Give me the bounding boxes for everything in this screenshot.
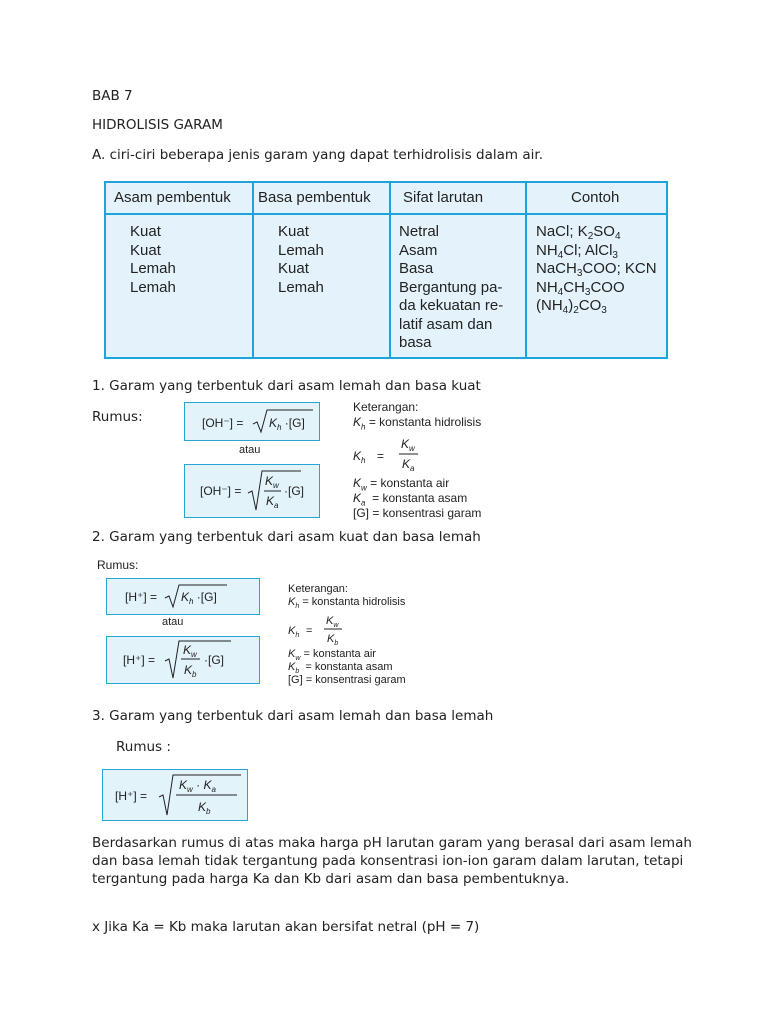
item1-heading: 1. Garam yang terbentuk dari asam lemah dan basa kuat [92, 378, 481, 394]
svg-text:Kw: $K_w$ [183, 643, 197, 659]
table-cell: $NH_4Cl$; AlCl$_3$ [536, 241, 618, 261]
svg-text:[H⁺] =: [H⁺] = [125, 590, 158, 604]
table-cell: $NH_4CH_3COO$ [536, 278, 625, 298]
item2-kh-fraction [286, 612, 356, 652]
svg-text:Ka: $K_a$ [402, 457, 415, 473]
table-cell: Kuat [130, 241, 161, 259]
svg-text:Kw: $K_w$ [265, 474, 279, 490]
svg-text:Kh ·[G]: $K_h \cdot[G]$ [181, 590, 217, 606]
formula-oh-kh [184, 402, 320, 441]
table-col-contoh [536, 223, 657, 316]
formula-h-kw-kb [106, 636, 260, 684]
table-col-asam [130, 223, 176, 297]
item2-ket-kw: $K_w$ = konstanta air [288, 648, 376, 663]
table-cell: NaCl; $K_2SO_4$ [536, 223, 621, 242]
table-col-divider [389, 183, 391, 357]
formula-oh-kw-ka [184, 464, 320, 518]
table-col-sifat [399, 223, 503, 353]
formula-h-kw-ka-kb [102, 769, 248, 821]
item1-rumus-label: Rumus: [92, 409, 143, 425]
page-title: HIDROLISIS GARAM [92, 117, 223, 133]
svg-text:Kw · Ka: $K_w \cdot K_a$ [179, 778, 216, 794]
svg-text:=: = [306, 625, 313, 637]
conclusion-paragraph: Berdasarkan rumus di atas maka harga pH larutan garam yang berasal dari asam lemah dan basa lemah tidak tergantung pada konsentrasi ion-ion garam dalam larutan, tetapi tergantung pada harga Ka dan Kb dari asam dan basa pembentuknya. [92, 835, 692, 887]
item3-rumus-label: Rumus : [116, 739, 171, 755]
svg-text:Kw: $K_w$ [326, 615, 339, 629]
svg-text:[H⁺] =: [H⁺] = [123, 653, 156, 667]
item1-kh-fraction [351, 434, 431, 478]
section-a-heading: A. ciri-ciri beberapa jenis garam yang dapat terhidrolisis dalam air. [92, 147, 543, 163]
table-col-divider [525, 183, 527, 357]
svg-text:Kb: $K_b$ [327, 633, 339, 647]
svg-text:·[G]: ·[G] [284, 484, 304, 498]
svg-text:·[G]: ·[G] [204, 653, 224, 667]
neutral-condition-note: x Jika Ka = Kb maka larutan akan bersifat netral (pH = 7) [92, 919, 480, 935]
item2-ket-g: [G] = konsentrasi garam [288, 674, 406, 686]
svg-text:Kb: $K_b$ [184, 663, 197, 679]
table-header-divider [106, 213, 666, 215]
table-cell: Kuat [278, 223, 309, 240]
chapter-label: BAB 7 [92, 88, 133, 104]
svg-text:Ka: $K_a$ [266, 494, 279, 510]
table-header-sifat: Sifat larutan [403, 189, 484, 206]
item1-keterangan-title: Keterangan: [353, 400, 419, 414]
table-cell: Lemah [130, 278, 176, 296]
item2-heading: 2. Garam yang terbentuk dari asam kuat dan basa lemah [92, 529, 481, 545]
item2-ket-kh: $K_h$ = konstanta hidrolisis [288, 596, 406, 611]
svg-text:[H⁺] =: [H⁺] = [115, 789, 148, 803]
salt-hydrolysis-table [104, 181, 668, 359]
formula-h-kh [106, 578, 260, 615]
svg-text:Kh ·[G]: $K_h \cdot[G]$ [269, 416, 305, 432]
item1-ket-ka: $K_a$ = konstanta asam [353, 491, 468, 508]
svg-text:Kh: $K_h$ [288, 625, 300, 639]
table-cell: Kuat [278, 260, 309, 277]
table-cell: Asam [399, 241, 438, 259]
svg-text:Kw: $K_w$ [401, 437, 415, 453]
table-cell: Lemah [278, 241, 324, 259]
table-header-contoh: Contoh [571, 189, 620, 206]
table-cell: da kekuatan re- [399, 297, 504, 314]
item2-atau: atau [162, 616, 184, 628]
table-cell: Netral [399, 223, 440, 240]
table-cell: Bergantung pa- [399, 278, 503, 296]
table-cell: Lemah [130, 260, 176, 277]
item1-atau: atau [239, 444, 261, 456]
svg-text:[OH⁻] =: [OH⁻] = [202, 416, 244, 430]
svg-text:Kb: $K_b$ [198, 800, 211, 816]
table-cell: NaCH$_3$COO; KCN [536, 260, 657, 279]
table-col-basa [278, 223, 324, 297]
table-cell: $(NH_4)_2CO_3$ [536, 297, 607, 316]
item1-ket-kh: $K_h$ = konstanta hidrolisis [353, 415, 482, 432]
item2-rumus-label: Rumus: [97, 558, 139, 572]
item3-heading: 3. Garam yang terbentuk dari asam lemah dan basa lemah [92, 708, 494, 724]
table-header-basa: Basa pembentuk [258, 189, 371, 206]
table-col-divider [252, 183, 254, 357]
table-cell: Kuat [130, 223, 161, 240]
table-cell: Lemah [278, 278, 324, 296]
item2-keterangan-title: Keterangan: [288, 583, 348, 595]
table-cell: Basa [399, 260, 434, 277]
table-cell: basa [399, 334, 432, 351]
table-header-asam: Asam pembentuk [114, 189, 231, 206]
table-cell: latif asam dan [399, 315, 493, 333]
item2-ket-kb: $K_b$ = konstanta asam [288, 661, 393, 676]
svg-text:Kh: $K_h$ [353, 449, 366, 465]
item1-ket-kw: $K_w$ = konstanta air [353, 476, 450, 493]
svg-text:=: = [377, 449, 385, 463]
item1-ket-g: [G] = konsentrasi garam [353, 506, 482, 520]
svg-text:[OH⁻] =: [OH⁻] = [200, 484, 242, 498]
